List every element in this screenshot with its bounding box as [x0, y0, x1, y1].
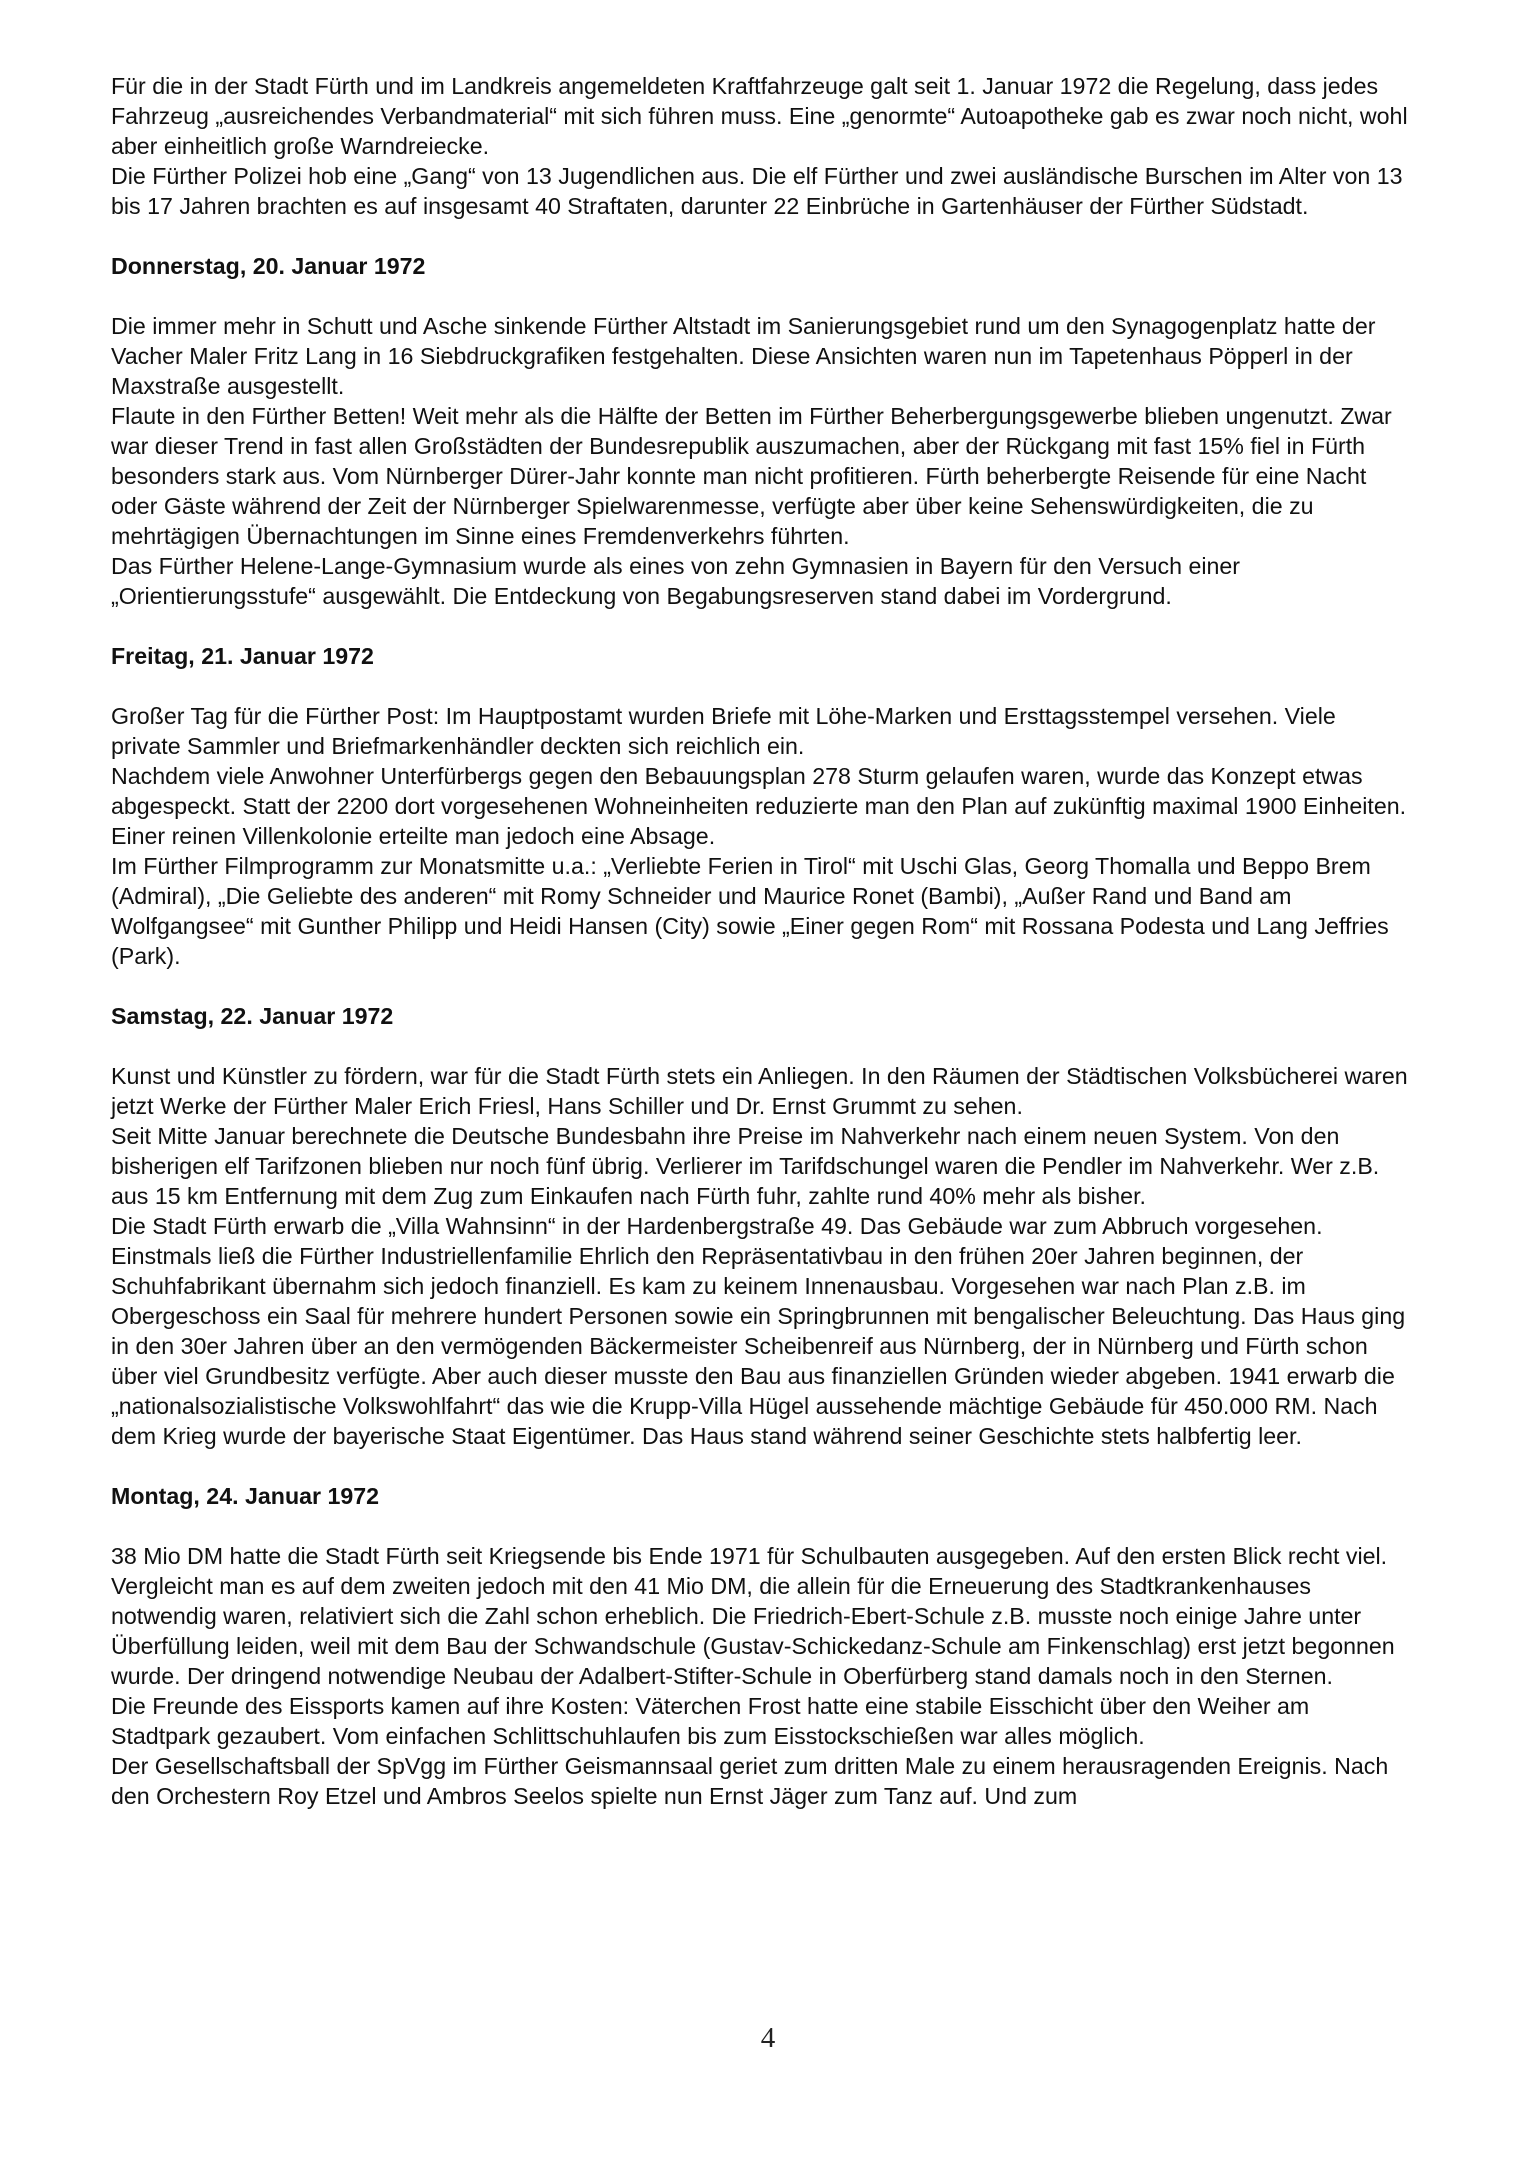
- section-heading: Samstag, 22. Januar 1972: [111, 1003, 394, 1029]
- section-paragraph: Flaute in den Fürther Betten! Weit mehr als die Hälfte der Betten im Fürther Beherbergungsgewerbe blieben ungenutzt. Zwar war dieser Trend in fast allen Großstädten der Bundesrepublik auszumachen, aber der Rückgang mit fast 15% fiel in Fürth besonders stark aus. Vom Nürnberger Dürer-Jahr konnte man nicht profitieren. Fürth beherbergte Reisende für eine Nacht oder Gäste während der Zeit der Nürnberger Spielwarenmesse, verfügte aber über keine Sehenswürdigkeiten, die zu mehrtägigen Übernachtungen im Sinne eines Fremdenverkehrs führten.: [111, 403, 1392, 549]
- section-paragraph: Die immer mehr in Schutt und Asche sinkende Fürther Altstadt im Sanierungsgebiet rund um den Synagogenplatz hatte der Vacher Maler Fritz Lang in 16 Siebdruckgrafiken festgehalten. Diese Ansichten waren nun im Tapetenhaus Pöpperl in der Maxstraße ausgestellt.: [111, 313, 1376, 399]
- paragraph-gap: [111, 1451, 1411, 1481]
- section-paragraph: Die Freunde des Eissports kamen auf ihre Kosten: Väterchen Frost hatte eine stabile Eisschicht über den Weiher am Stadtpark gezaubert. Vom einfachen Schlittschuhlaufen bis zum Eisstockschießen war alles möglich.: [111, 1693, 1310, 1749]
- section-heading: Montag, 24. Januar 1972: [111, 1483, 380, 1509]
- section-paragraph: Das Fürther Helene-Lange-Gymnasium wurde als eines von zehn Gymnasien in Bayern für den Versuch einer „Orientierungsstufe“ ausgewählt. Die Entdeckung von Begabungsreserven stand dabei im Vordergrund.: [111, 553, 1241, 609]
- paragraph-gap: [111, 971, 1411, 1001]
- section-saturday: [111, 1001, 1411, 1451]
- section-paragraph: Die Stadt Fürth erwarb die „Villa Wahnsinn“ in der Hardenbergstraße 49. Das Gebäude war zum Abbruch vorgesehen. Einstmals ließ die Fürther Industriellenfamilie Ehrlich den Repräsentativbau in den frühen 20er Jahren beginnen, der Schuhfabrikant übernahm sich jedoch finanziell. Es kam zu keinem Innenausbau. Vorgesehen war nach Plan z.B. im Obergeschoss ein Saal für mehrere hundert Personen sowie ein Springbrunnen mit bengalischer Beleuchtung. Das Haus ging in den 30er Jahren über an den vermögenden Bäckermeister Scheibenreif aus Nürnberg, der in Nürnberg und Fürth schon über viel Grundbesitz verfügte. Aber auch dieser musste den Bau aus finanziellen Gründen wieder abgeben. 1941 erwarb die „nationalsozialistische Volkswohlfahrt“ das wie die Krupp-Villa Hügel aussehende mächtige Gebäude für 450.000 RM. Nach dem Krieg wurde der bayerische Staat Eigentümer. Das Haus stand während seiner Geschichte stets halbfertig leer.: [111, 1213, 1406, 1449]
- paragraph-gap: [111, 671, 1411, 701]
- section-paragraph: Großer Tag für die Fürther Post: Im Hauptpostamt wurden Briefe mit Löhe-Marken und Ersttagsstempel versehen. Viele private Sammler und Briefmarkenhändler deckten sich reichlich ein.: [111, 703, 1336, 759]
- paragraph-gap: [111, 281, 1411, 311]
- document-body: [111, 71, 1411, 1811]
- paragraph-gap: [111, 1031, 1411, 1061]
- section-friday: [111, 641, 1411, 971]
- page-number: 4: [760, 2022, 776, 2054]
- section-paragraph: Der Gesellschaftsball der SpVgg im Fürther Geismannsaal geriet zum dritten Male zu einem herausragenden Ereignis. Nach den Orchestern Roy Etzel und Ambros Seelos spielte nun Ernst Jäger zum Tanz auf. Und zum: [111, 1753, 1389, 1809]
- section-heading: Freitag, 21. Januar 1972: [111, 643, 374, 669]
- paragraph-gap: [111, 221, 1411, 251]
- section-paragraph: Im Fürther Filmprogramm zur Monatsmitte u.a.: „Verliebte Ferien in Tirol“ mit Uschi Glas, Georg Thomalla und Beppo Brem (Admiral), „Die Geliebte des anderen“ mit Romy Schneider und Maurice Ronet (Bambi), „Außer Rand und Band am Wolfgangsee“ mit Gunther Philipp und Heidi Hansen (City) sowie „Einer gegen Rom“ mit Rossana Podesta und Lang Jeffries (Park).: [111, 853, 1389, 969]
- paragraph-gap: [111, 1511, 1411, 1541]
- intro-paragraph: Die Fürther Polizei hob eine „Gang“ von 13 Jugendlichen aus. Die elf Fürther und zwei ausländische Burschen im Alter von 13 bis 17 Jahren brachten es auf insgesamt 40 Straftaten, darunter 22 Einbrüche in Gartenhäuser der Fürther Südstadt.: [111, 163, 1403, 219]
- section-paragraph: 38 Mio DM hatte die Stadt Fürth seit Kriegsende bis Ende 1971 für Schulbauten ausgegeben. Auf den ersten Blick recht viel. Vergleicht man es auf dem zweiten jedoch mit den 41 Mio DM, die allein für die Erneuerung des Stadtkrankenhauses notwendig waren, relativiert sich die Zahl schon erheblich. Die Friedrich-Ebert-Schule z.B. musste noch einige Jahre unter Überfüllung leiden, weil mit dem Bau der Schwandschule (Gustav-Schickedanz-Schule am Finkenschlag) erst jetzt begonnen wurde. Der dringend notwendige Neubau der Adalbert-Stifter-Schule in Oberfürberg stand damals noch in den Sternen.: [111, 1543, 1395, 1689]
- section-paragraph: Seit Mitte Januar berechnete die Deutsche Bundesbahn ihre Preise im Nahverkehr nach einem neuen System. Von den bisherigen elf Tarifzonen blieben nur noch fünf übrig. Verlierer im Tarifdschungel waren die Pendler im Nahverkehr. Wer z.B. aus 15 km Entfernung mit dem Zug zum Einkaufen nach Fürth fuhr, zahlte rund 40% mehr als bisher.: [111, 1123, 1380, 1209]
- section-paragraph: Kunst und Künstler zu fördern, war für die Stadt Fürth stets ein Anliegen. In den Räumen der Städtischen Volksbücherei waren jetzt Werke der Fürther Maler Erich Friesl, Hans Schiller und Dr. Ernst Grummt zu sehen.: [111, 1063, 1408, 1119]
- section-monday: [111, 1481, 1411, 1811]
- paragraph-gap: [111, 611, 1411, 641]
- section-thursday: [111, 251, 1411, 611]
- intro-paragraph: Für die in der Stadt Fürth und im Landkreis angemeldeten Kraftfahrzeuge galt seit 1. Januar 1972 die Regelung, dass jedes Fahrzeug „ausreichendes Verbandmaterial“ mit sich führen muss. Eine „genormte“ Autoapotheke gab es zwar noch nicht, wohl aber einheitlich große Warndreiecke.: [111, 73, 1408, 159]
- section-heading: Donnerstag, 20. Januar 1972: [111, 253, 426, 279]
- section-paragraph: Nachdem viele Anwohner Unterfürbergs gegen den Bebauungsplan 278 Sturm gelaufen waren, wurde das Konzept etwas abgespeckt. Statt der 2200 dort vorgesehenen Wohneinheiten reduzierte man den Plan auf zukünftig maximal 1900 Einheiten. Einer reinen Villenkolonie erteilte man jedoch eine Absage.: [111, 763, 1407, 849]
